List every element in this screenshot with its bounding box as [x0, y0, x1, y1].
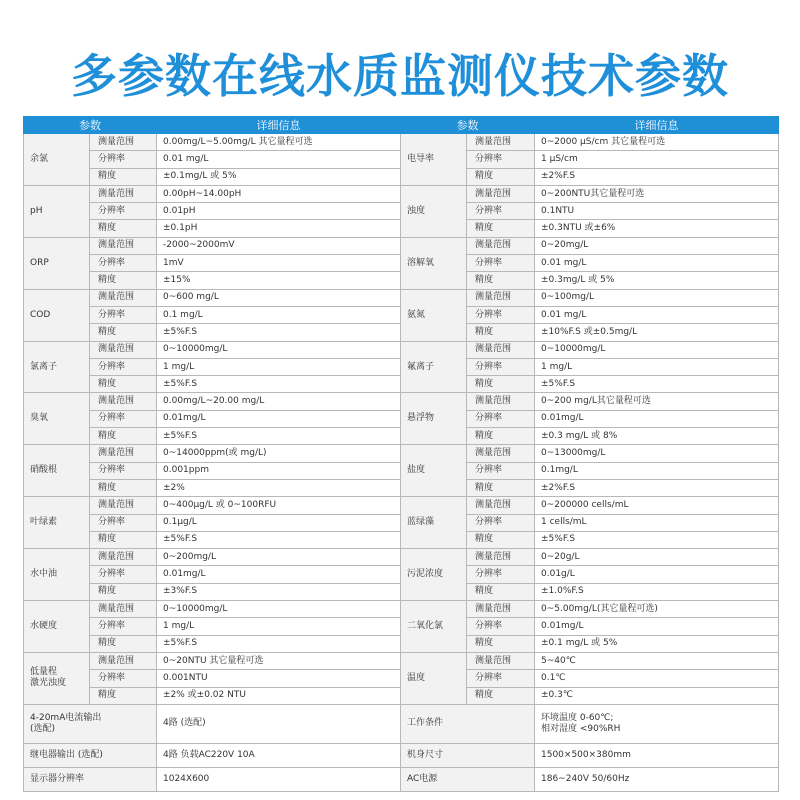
- param-value: 0~100mg/L: [535, 289, 779, 306]
- sub-param-label: 分辨率: [467, 306, 535, 323]
- param-value: ±5%F.S: [157, 635, 401, 652]
- sub-param-label: 分辨率: [90, 203, 157, 220]
- param-value: 0.00mg/L~20.00 mg/L: [157, 393, 401, 410]
- table-row: [24, 134, 779, 151]
- spec-value: 186~240V 50/60Hz: [535, 767, 779, 791]
- param-name: 电导率: [401, 134, 467, 186]
- param-name: 温度: [401, 652, 467, 704]
- param-name: 盐度: [401, 445, 467, 497]
- param-value: 5~40℃: [535, 652, 779, 669]
- sub-param-label: 精度: [90, 635, 157, 652]
- param-value: ±5%F.S: [157, 531, 401, 548]
- sub-param-label: 分辨率: [90, 255, 157, 272]
- sub-param-label: 精度: [90, 687, 157, 704]
- param-value: 0.01g/L: [535, 566, 779, 583]
- param-value: 0.1mg/L: [535, 462, 779, 479]
- table-row: [24, 341, 779, 358]
- sub-param-label: 精度: [467, 635, 535, 652]
- sub-param-label: 精度: [467, 479, 535, 496]
- param-value: 1 mg/L: [535, 358, 779, 375]
- sub-param-label: 分辨率: [90, 410, 157, 427]
- table-row: [24, 237, 779, 254]
- param-value: 0~2000 μS/cm 其它量程可选: [535, 134, 779, 151]
- sub-param-label: 分辨率: [467, 514, 535, 531]
- param-value: 0.1NTU: [535, 203, 779, 220]
- param-value: ±0.3℃: [535, 687, 779, 704]
- param-value: 0~600 mg/L: [157, 289, 401, 306]
- sub-param-label: 测量范围: [90, 393, 157, 410]
- param-value: ±0.1mg/L 或 5%: [157, 168, 401, 185]
- spec-label: 继电器输出 (选配): [24, 743, 157, 767]
- sub-param-label: 分辨率: [90, 462, 157, 479]
- param-value: 1mV: [157, 255, 401, 272]
- sub-param-label: 精度: [467, 531, 535, 548]
- param-name: 污泥浓度: [401, 549, 467, 601]
- param-name: 叶绿素: [24, 497, 90, 549]
- param-value: 0.01pH: [157, 203, 401, 220]
- sub-param-label: 分辨率: [90, 566, 157, 583]
- sub-param-label: 分辨率: [467, 670, 535, 687]
- param-value: 0.01 mg/L: [535, 306, 779, 323]
- sub-param-label: 测量范围: [90, 497, 157, 514]
- param-value: 0~10000mg/L: [157, 341, 401, 358]
- param-value: ±2%: [157, 479, 401, 496]
- param-value: 1 mg/L: [157, 358, 401, 375]
- table-row: [24, 601, 779, 618]
- table-row: [24, 497, 779, 514]
- sub-param-label: 精度: [467, 583, 535, 600]
- table-row: [24, 743, 779, 767]
- param-value: 0~20NTU 其它量程可选: [157, 652, 401, 669]
- param-name: 水中油: [24, 549, 90, 601]
- sub-param-label: 测量范围: [467, 289, 535, 306]
- param-value: 0~5.00mg/L(其它量程可选): [535, 601, 779, 618]
- param-name: 水硬度: [24, 601, 90, 653]
- param-name: 溶解氧: [401, 237, 467, 289]
- sub-param-label: 分辨率: [467, 203, 535, 220]
- spec-value: 1024X600: [157, 767, 401, 791]
- sub-param-label: 测量范围: [467, 185, 535, 202]
- sub-param-label: 精度: [467, 376, 535, 393]
- param-value: 0.001NTU: [157, 670, 401, 687]
- table-row: [24, 289, 779, 306]
- sub-param-label: 分辨率: [90, 670, 157, 687]
- param-value: ±2%F.S: [535, 479, 779, 496]
- param-value: 0~400μg/L 或 0~100RFU: [157, 497, 401, 514]
- param-name: 氟离子: [401, 341, 467, 393]
- param-value: 0~200NTU其它量程可选: [535, 185, 779, 202]
- param-name: 氯离子: [24, 341, 90, 393]
- param-value: 1 mg/L: [157, 618, 401, 635]
- table-row: [24, 549, 779, 566]
- sub-param-label: 精度: [467, 220, 535, 237]
- header-detail-right: 详细信息: [535, 117, 779, 134]
- sub-param-label: 精度: [90, 168, 157, 185]
- param-value: ±5%F.S: [535, 531, 779, 548]
- param-value: 0.01mg/L: [157, 410, 401, 427]
- spec-body: [24, 134, 779, 792]
- sub-param-label: 测量范围: [90, 652, 157, 669]
- sub-param-label: 测量范围: [90, 445, 157, 462]
- param-value: ±5%F.S: [157, 428, 401, 445]
- param-value: ±2% 或±0.02 NTU: [157, 687, 401, 704]
- spec-value: 1500×500×380mm: [535, 743, 779, 767]
- spec-table: [23, 116, 779, 792]
- sub-param-label: 分辨率: [90, 514, 157, 531]
- sub-param-label: 精度: [90, 220, 157, 237]
- sub-param-label: 分辨率: [467, 151, 535, 168]
- sub-param-label: 精度: [90, 376, 157, 393]
- table-header-row: [24, 117, 779, 134]
- sub-param-label: 精度: [467, 324, 535, 341]
- sub-param-label: 精度: [467, 272, 535, 289]
- table-row: [24, 185, 779, 202]
- param-name: 蓝绿藻: [401, 497, 467, 549]
- table-row: [24, 767, 779, 791]
- sub-param-label: 精度: [467, 168, 535, 185]
- sub-param-label: 测量范围: [467, 549, 535, 566]
- sub-param-label: 分辨率: [467, 618, 535, 635]
- sub-param-label: 精度: [467, 687, 535, 704]
- param-value: 0~13000mg/L: [535, 445, 779, 462]
- sub-param-label: 分辨率: [90, 358, 157, 375]
- table-row: [24, 652, 779, 669]
- header-detail-left: 详细信息: [157, 117, 401, 134]
- param-value: ±0.1 mg/L 或 5%: [535, 635, 779, 652]
- param-value: 1 μS/cm: [535, 151, 779, 168]
- param-value: 0~200mg/L: [157, 549, 401, 566]
- param-value: 0.01 mg/L: [157, 151, 401, 168]
- sub-param-label: 精度: [467, 428, 535, 445]
- sub-param-label: 测量范围: [90, 289, 157, 306]
- sub-param-label: 分辨率: [467, 255, 535, 272]
- sub-param-label: 精度: [90, 479, 157, 496]
- param-value: ±10%F.S 或±0.5mg/L: [535, 324, 779, 341]
- param-name: 硝酸根: [24, 445, 90, 497]
- sub-param-label: 测量范围: [467, 237, 535, 254]
- sub-param-label: 测量范围: [90, 185, 157, 202]
- param-name: 悬浮物: [401, 393, 467, 445]
- spec-value: 环境温度 0-60℃; 相对湿度 <90%RH: [535, 704, 779, 743]
- param-name: 余氯: [24, 134, 90, 186]
- param-value: ±5%F.S: [535, 376, 779, 393]
- sub-param-label: 分辨率: [467, 410, 535, 427]
- param-value: 0.00pH~14.00pH: [157, 185, 401, 202]
- param-value: 0.01mg/L: [157, 566, 401, 583]
- spec-label: AC电源: [401, 767, 535, 791]
- param-name: 二氧化氯: [401, 601, 467, 653]
- sub-param-label: 精度: [90, 324, 157, 341]
- param-value: 0.1 mg/L: [157, 306, 401, 323]
- param-value: ±2%F.S: [535, 168, 779, 185]
- table-row: [24, 704, 779, 743]
- param-value: ±0.1pH: [157, 220, 401, 237]
- spec-value: 4路 负载AC220V 10A: [157, 743, 401, 767]
- header-param-left: 参数: [24, 117, 157, 134]
- param-name: 臭氧: [24, 393, 90, 445]
- sub-param-label: 测量范围: [467, 445, 535, 462]
- param-value: -2000~2000mV: [157, 237, 401, 254]
- sub-param-label: 测量范围: [467, 652, 535, 669]
- table-row: [24, 445, 779, 462]
- sub-param-label: 精度: [90, 583, 157, 600]
- sub-param-label: 精度: [90, 428, 157, 445]
- sub-param-label: 测量范围: [90, 134, 157, 151]
- sub-param-label: 测量范围: [467, 134, 535, 151]
- sub-param-label: 分辨率: [90, 618, 157, 635]
- sub-param-label: 测量范围: [90, 549, 157, 566]
- spec-value: 4路 (选配): [157, 704, 401, 743]
- param-name: ORP: [24, 237, 90, 289]
- sub-param-label: 测量范围: [467, 497, 535, 514]
- param-value: 0.01 mg/L: [535, 255, 779, 272]
- param-value: 0.01mg/L: [535, 410, 779, 427]
- sub-param-label: 测量范围: [467, 601, 535, 618]
- param-value: 0~20mg/L: [535, 237, 779, 254]
- sub-param-label: 分辨率: [467, 462, 535, 479]
- sub-param-label: 分辨率: [90, 151, 157, 168]
- param-value: ±3%F.S: [157, 583, 401, 600]
- table-row: [24, 393, 779, 410]
- param-value: ±0.3 mg/L 或 8%: [535, 428, 779, 445]
- param-name: 低量程 激光浊度: [24, 652, 90, 704]
- param-value: 0~14000ppm(或 mg/L): [157, 445, 401, 462]
- param-value: 0~20g/L: [535, 549, 779, 566]
- sub-param-label: 精度: [90, 531, 157, 548]
- param-value: 0~200 mg/L其它量程可选: [535, 393, 779, 410]
- param-value: 0.01mg/L: [535, 618, 779, 635]
- param-value: ±0.3mg/L 或 5%: [535, 272, 779, 289]
- param-value: 0~10000mg/L: [157, 601, 401, 618]
- sub-param-label: 测量范围: [90, 341, 157, 358]
- sub-param-label: 测量范围: [90, 601, 157, 618]
- param-name: 氨氮: [401, 289, 467, 341]
- param-value: ±5%F.S: [157, 376, 401, 393]
- param-value: ±15%: [157, 272, 401, 289]
- sub-param-label: 测量范围: [467, 341, 535, 358]
- sub-param-label: 分辨率: [90, 306, 157, 323]
- param-value: 0~10000mg/L: [535, 341, 779, 358]
- param-name: pH: [24, 185, 90, 237]
- param-name: COD: [24, 289, 90, 341]
- sub-param-label: 精度: [90, 272, 157, 289]
- header-param-right: 参数: [401, 117, 535, 134]
- spec-label: 机身尺寸: [401, 743, 535, 767]
- param-value: ±1.0%F.S: [535, 583, 779, 600]
- spec-label: 4-20mA电流输出 (选配): [24, 704, 157, 743]
- sub-param-label: 分辨率: [467, 566, 535, 583]
- sub-param-label: 测量范围: [467, 393, 535, 410]
- spec-label: 工作条件: [401, 704, 535, 743]
- param-value: 1 cells/mL: [535, 514, 779, 531]
- spec-label: 显示器分辨率: [24, 767, 157, 791]
- param-value: ±5%F.S: [157, 324, 401, 341]
- param-value: 0.1μg/L: [157, 514, 401, 531]
- param-value: ±0.3NTU 或±6%: [535, 220, 779, 237]
- param-value: 0~200000 cells/mL: [535, 497, 779, 514]
- param-name: 浊度: [401, 185, 467, 237]
- sub-param-label: 分辨率: [467, 358, 535, 375]
- param-value: 0.1℃: [535, 670, 779, 687]
- page-title: 多参数在线水质监测仪技术参数: [71, 49, 729, 103]
- param-value: 0.001ppm: [157, 462, 401, 479]
- param-value: 0.00mg/L~5.00mg/L 其它量程可选: [157, 134, 401, 151]
- sub-param-label: 测量范围: [90, 237, 157, 254]
